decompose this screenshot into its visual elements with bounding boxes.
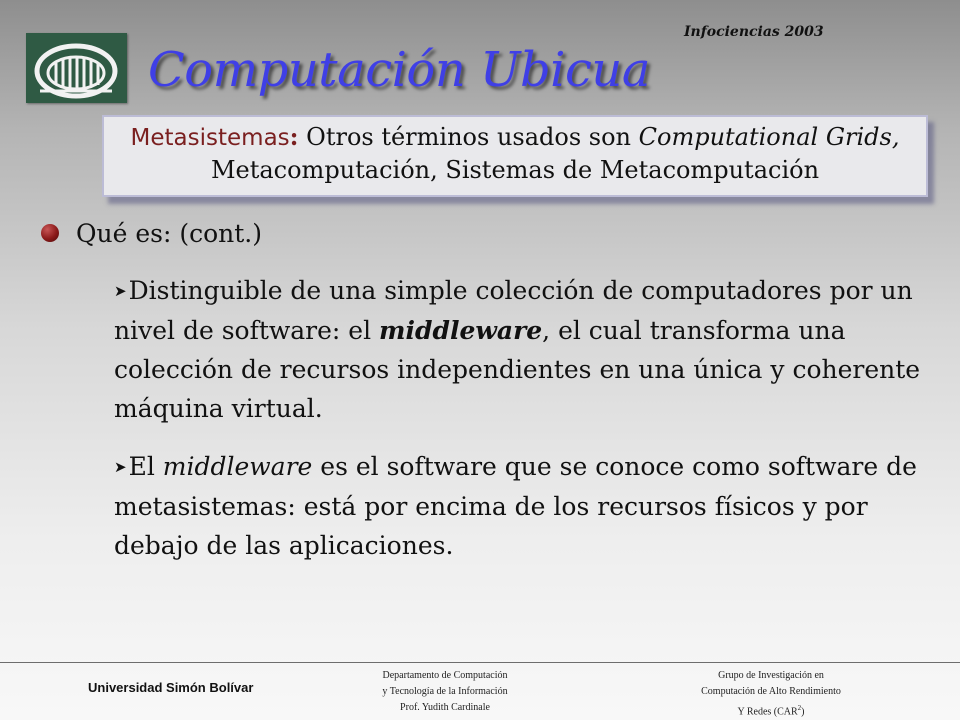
point-emphasis: middleware [379, 316, 543, 345]
definition-text-a: Otros términos usados son [298, 123, 639, 151]
footer-group-line: Grupo de Investigación en [718, 670, 824, 681]
footer-research-group [676, 668, 866, 720]
point-text-post: es el software que se conoce como software de metasistemas: está por encima de los recursos físicos y por debajo de las aplicaciones. [114, 452, 917, 560]
definition-italic: Computational Grids, [638, 123, 900, 151]
footer-dept-line: y Tecnología de la Información [382, 686, 508, 697]
footer-department [345, 668, 545, 716]
point-text-pre: Distinguible de una simple colección de computadores por un nivel de software: el [114, 276, 913, 345]
arrow-bullet-icon: ➤ [114, 458, 127, 476]
arrow-bullet-icon: ➤ [114, 282, 127, 300]
footer-group-close: ) [801, 706, 805, 718]
definition-text-b: Metacomputación, Sistemas de Metacomputación [210, 156, 820, 184]
red-circle-bullet-icon [41, 224, 59, 242]
conference-label: Infociencias 2003 [684, 24, 824, 40]
point-text-pre: El [128, 452, 163, 481]
slide-title: Computación Ubicua [148, 42, 650, 98]
point-text-post: , el cual transforma una colección de recursos independientes en una única y coherente máquina virtual. [114, 316, 921, 423]
footer-group-superscript: 2 [797, 704, 802, 712]
footer-university: Universidad Simón Bolívar [88, 680, 254, 695]
footer-divider [0, 662, 960, 663]
list-item [114, 447, 956, 565]
footer-group-line-3 [676, 700, 866, 720]
footer-group-line: Computación de Alto Rendimiento [701, 686, 841, 697]
point-emphasis: middleware [162, 452, 313, 481]
list-item [114, 271, 956, 428]
footer-group-text: Y Redes (CAR [737, 706, 798, 718]
section-heading: Qué es: (cont.) [76, 219, 262, 248]
university-logo-icon [26, 33, 127, 103]
definition-colon: : [289, 122, 299, 151]
footer-dept-line: Prof. Yudith Cardinale [400, 702, 490, 713]
footer-dept-line: Departamento de Computación [382, 670, 508, 681]
definition-term: Metasistemas [130, 125, 290, 151]
definition-box [102, 115, 928, 197]
